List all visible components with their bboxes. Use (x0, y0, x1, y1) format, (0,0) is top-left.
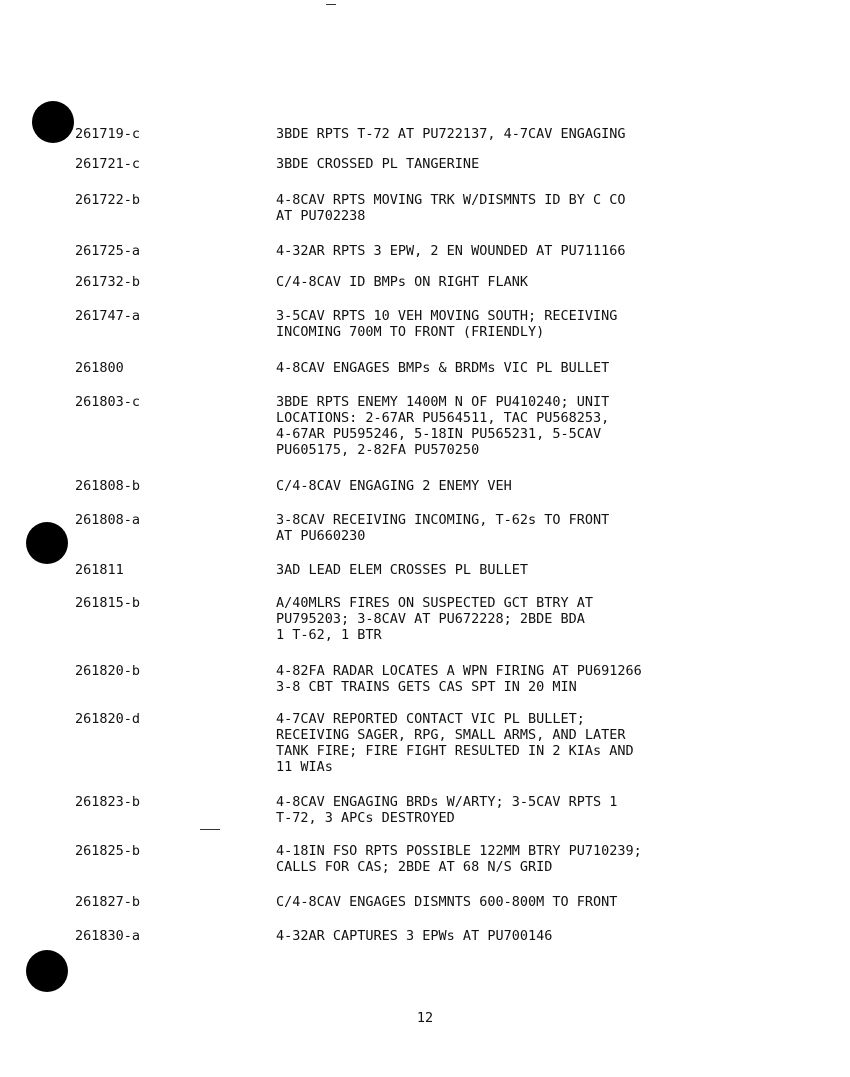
entry-text (276, 928, 746, 944)
scan-mark (200, 829, 220, 830)
entry-line: 3-5CAV RPTS 10 VEH MOVING SOUTH; RECEIVING (276, 308, 618, 324)
entry-text (276, 192, 746, 224)
entry-text (276, 663, 746, 695)
entry-dtg: 261725-a (75, 243, 141, 259)
entry-text (276, 794, 746, 826)
entry-dtg: 261820-b (75, 663, 141, 679)
entry-dtg: 261732-b (75, 274, 141, 290)
entry-line: INCOMING 700M TO FRONT (FRIENDLY) (276, 324, 545, 340)
entry-line: 3BDE CROSSED PL TANGERINE (276, 156, 480, 172)
entry-line: 1 T-62, 1 BTR (276, 627, 382, 643)
entry-dtg: 261800 (75, 360, 124, 376)
entry-text (276, 156, 746, 172)
entry-line: T-72, 3 APCs DESTROYED (276, 810, 455, 826)
entry-dtg: 261808-a (75, 512, 141, 528)
entry-line: CALLS FOR CAS; 2BDE AT 68 N/S GRID (276, 859, 553, 875)
entry-dtg: 261803-c (75, 394, 141, 410)
entry-dtg: 261719-c (75, 126, 141, 142)
entry-line: 4-8CAV RPTS MOVING TRK W/DISMNTS ID BY C CO (276, 192, 626, 208)
entry-text (276, 360, 746, 376)
entry-line: TANK FIRE; FIRE FIGHT RESULTED IN 2 KIAs AND (276, 743, 634, 759)
entry-dtg: 261811 (75, 562, 124, 578)
punch-hole-bottom (26, 950, 68, 992)
entry-line: PU605175, 2-82FA PU570250 (276, 442, 480, 458)
entry-line: AT PU702238 (276, 208, 366, 224)
punch-hole-middle (26, 522, 68, 564)
entry-text (276, 243, 746, 259)
entry-dtg: 261747-a (75, 308, 141, 324)
entry-line: 3AD LEAD ELEM CROSSES PL BULLET (276, 562, 528, 578)
entry-dtg: 261815-b (75, 595, 141, 611)
entry-line: AT PU660230 (276, 528, 366, 544)
entry-text (276, 512, 746, 544)
entry-text (276, 595, 746, 643)
entry-line: 3-8CAV RECEIVING INCOMING, T-62s TO FRONT (276, 512, 610, 528)
entry-line: 4-7CAV REPORTED CONTACT VIC PL BULLET; (276, 711, 585, 727)
entry-dtg: 261827-b (75, 894, 141, 910)
entry-text (276, 394, 746, 458)
entry-dtg: 261721-c (75, 156, 141, 172)
entry-line: RECEIVING SAGER, RPG, SMALL ARMS, AND LATER (276, 727, 626, 743)
entry-dtg: 261830-a (75, 928, 141, 944)
page-number: 12 (416, 1010, 434, 1026)
entry-line: PU795203; 3-8CAV AT PU672228; 2BDE BDA (276, 611, 585, 627)
entry-text (276, 562, 746, 578)
entry-text (276, 274, 746, 290)
entry-dtg: 261825-b (75, 843, 141, 859)
entry-line: 3BDE RPTS ENEMY 1400M N OF PU410240; UNIT (276, 394, 610, 410)
entry-text (276, 711, 746, 775)
entry-text (276, 478, 746, 494)
entry-line: 11 WIAs (276, 759, 333, 775)
entry-line: LOCATIONS: 2-67AR PU564511, TAC PU568253, (276, 410, 610, 426)
entry-dtg: 261820-d (75, 711, 141, 727)
entry-line: 4-32AR CAPTURES 3 EPWs AT PU700146 (276, 928, 553, 944)
entry-dtg: 261823-b (75, 794, 141, 810)
entry-line: C/4-8CAV ENGAGES DISMNTS 600-800M TO FRONT (276, 894, 618, 910)
entry-line: C/4-8CAV ENGAGING 2 ENEMY VEH (276, 478, 512, 494)
entry-line: 4-67AR PU595246, 5-18IN PU565231, 5-5CAV (276, 426, 602, 442)
entry-text (276, 126, 746, 142)
entry-text (276, 894, 746, 910)
entry-dtg: 261722-b (75, 192, 141, 208)
entry-text (276, 843, 746, 875)
entry-line: 4-82FA RADAR LOCATES A WPN FIRING AT PU691266 (276, 663, 642, 679)
scan-mark (326, 4, 336, 5)
entry-line: A/40MLRS FIRES ON SUSPECTED GCT BTRY AT (276, 595, 593, 611)
entry-line: C/4-8CAV ID BMPs ON RIGHT FLANK (276, 274, 528, 290)
entry-line: 4-32AR RPTS 3 EPW, 2 EN WOUNDED AT PU711166 (276, 243, 626, 259)
entry-line: 4-8CAV ENGAGES BMPs & BRDMs VIC PL BULLET (276, 360, 610, 376)
entry-line: 3-8 CBT TRAINS GETS CAS SPT IN 20 MIN (276, 679, 577, 695)
entry-dtg: 261808-b (75, 478, 141, 494)
punch-hole-top (32, 101, 74, 143)
entry-line: 3BDE RPTS T-72 AT PU722137, 4-7CAV ENGAGING (276, 126, 626, 142)
entry-line: 4-8CAV ENGAGING BRDs W/ARTY; 3-5CAV RPTS 1 (276, 794, 618, 810)
entry-text (276, 308, 746, 340)
entry-line: 4-18IN FSO RPTS POSSIBLE 122MM BTRY PU710239; (276, 843, 642, 859)
